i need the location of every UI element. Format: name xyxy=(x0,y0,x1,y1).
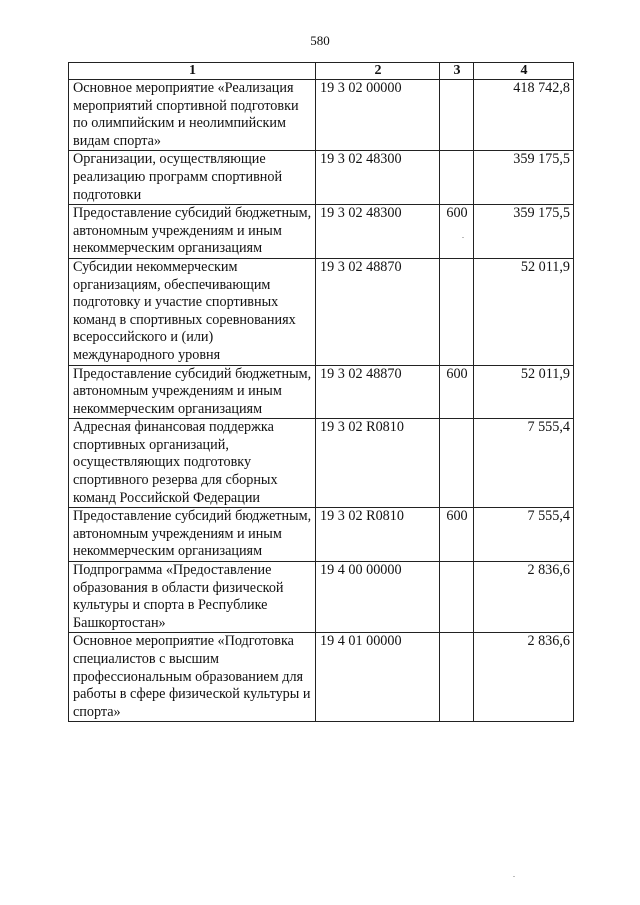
row-name: Адресная финансовая поддержка спортивных организаций, осуществляющих подготовку спортивного резерва для сборных команд Российской Федерации xyxy=(69,419,316,508)
row-code: 19 3 02 R0810 xyxy=(316,508,440,562)
row-amount: 359 175,5 xyxy=(474,151,574,205)
row-type: 600 xyxy=(440,205,474,259)
row-name: Основное мероприятие «Реализация мероприятий спортивной подготовки по олимпийским и неолимпийским видам спорта» xyxy=(69,80,316,151)
row-code: 19 3 02 48870 xyxy=(316,258,440,365)
table-row xyxy=(69,419,574,508)
row-name: Субсидии некоммерческим организациям, обеспечивающим подготовку и участие спортивных команд в спортивных соревнованиях всероссийского и (или) международного уровня xyxy=(69,258,316,365)
header-col-2: 2 xyxy=(316,63,440,80)
row-amount: 52 011,9 xyxy=(474,258,574,365)
row-type: 600 xyxy=(440,365,474,419)
budget-table xyxy=(68,62,574,722)
row-code: 19 3 02 48300 xyxy=(316,151,440,205)
row-code: 19 3 02 48300 xyxy=(316,205,440,259)
scan-speck xyxy=(513,876,515,877)
table-row xyxy=(69,633,574,722)
row-name: Предоставление субсидий бюджетным, автономным учреждениям и иным некоммерческим организациям xyxy=(69,508,316,562)
row-name: Организации, осуществляющие реализацию программ спортивной подготовки xyxy=(69,151,316,205)
row-code: 19 4 00 00000 xyxy=(316,562,440,633)
row-type xyxy=(440,258,474,365)
scan-speck xyxy=(462,237,464,238)
table-row xyxy=(69,205,574,259)
row-name: Подпрограмма «Предоставление образования в области физической культуры и спорта в Республике Башкортостан» xyxy=(69,562,316,633)
page-number: 580 xyxy=(310,33,330,48)
row-amount: 52 011,9 xyxy=(474,365,574,419)
row-name: Основное мероприятие «Подготовка специалистов с высшим профессиональным образованием для работы в сфере физической культуры и спорта» xyxy=(69,633,316,722)
row-amount: 359 175,5 xyxy=(474,205,574,259)
row-amount: 7 555,4 xyxy=(474,508,574,562)
table-row xyxy=(69,508,574,562)
table-row xyxy=(69,80,574,151)
row-type xyxy=(440,151,474,205)
row-code: 19 3 02 00000 xyxy=(316,80,440,151)
table-row xyxy=(69,365,574,419)
row-name: Предоставление субсидий бюджетным, автономным учреждениям и иным некоммерческим организациям xyxy=(69,205,316,259)
header-col-1: 1 xyxy=(69,63,316,80)
table-row xyxy=(69,258,574,365)
table-row xyxy=(69,562,574,633)
header-col-4: 4 xyxy=(474,63,574,80)
row-amount: 418 742,8 xyxy=(474,80,574,151)
row-amount: 2 836,6 xyxy=(474,562,574,633)
row-type xyxy=(440,562,474,633)
row-type xyxy=(440,419,474,508)
row-amount: 2 836,6 xyxy=(474,633,574,722)
row-code: 19 3 02 48870 xyxy=(316,365,440,419)
header-row xyxy=(69,63,574,80)
row-type xyxy=(440,80,474,151)
table-row xyxy=(69,151,574,205)
row-amount: 7 555,4 xyxy=(474,419,574,508)
row-type: 600 xyxy=(440,508,474,562)
header-col-3: 3 xyxy=(440,63,474,80)
row-name: Предоставление субсидий бюджетным, автономным учреждениям и иным некоммерческим организациям xyxy=(69,365,316,419)
row-code: 19 4 01 00000 xyxy=(316,633,440,722)
row-type xyxy=(440,633,474,722)
row-code: 19 3 02 R0810 xyxy=(316,419,440,508)
